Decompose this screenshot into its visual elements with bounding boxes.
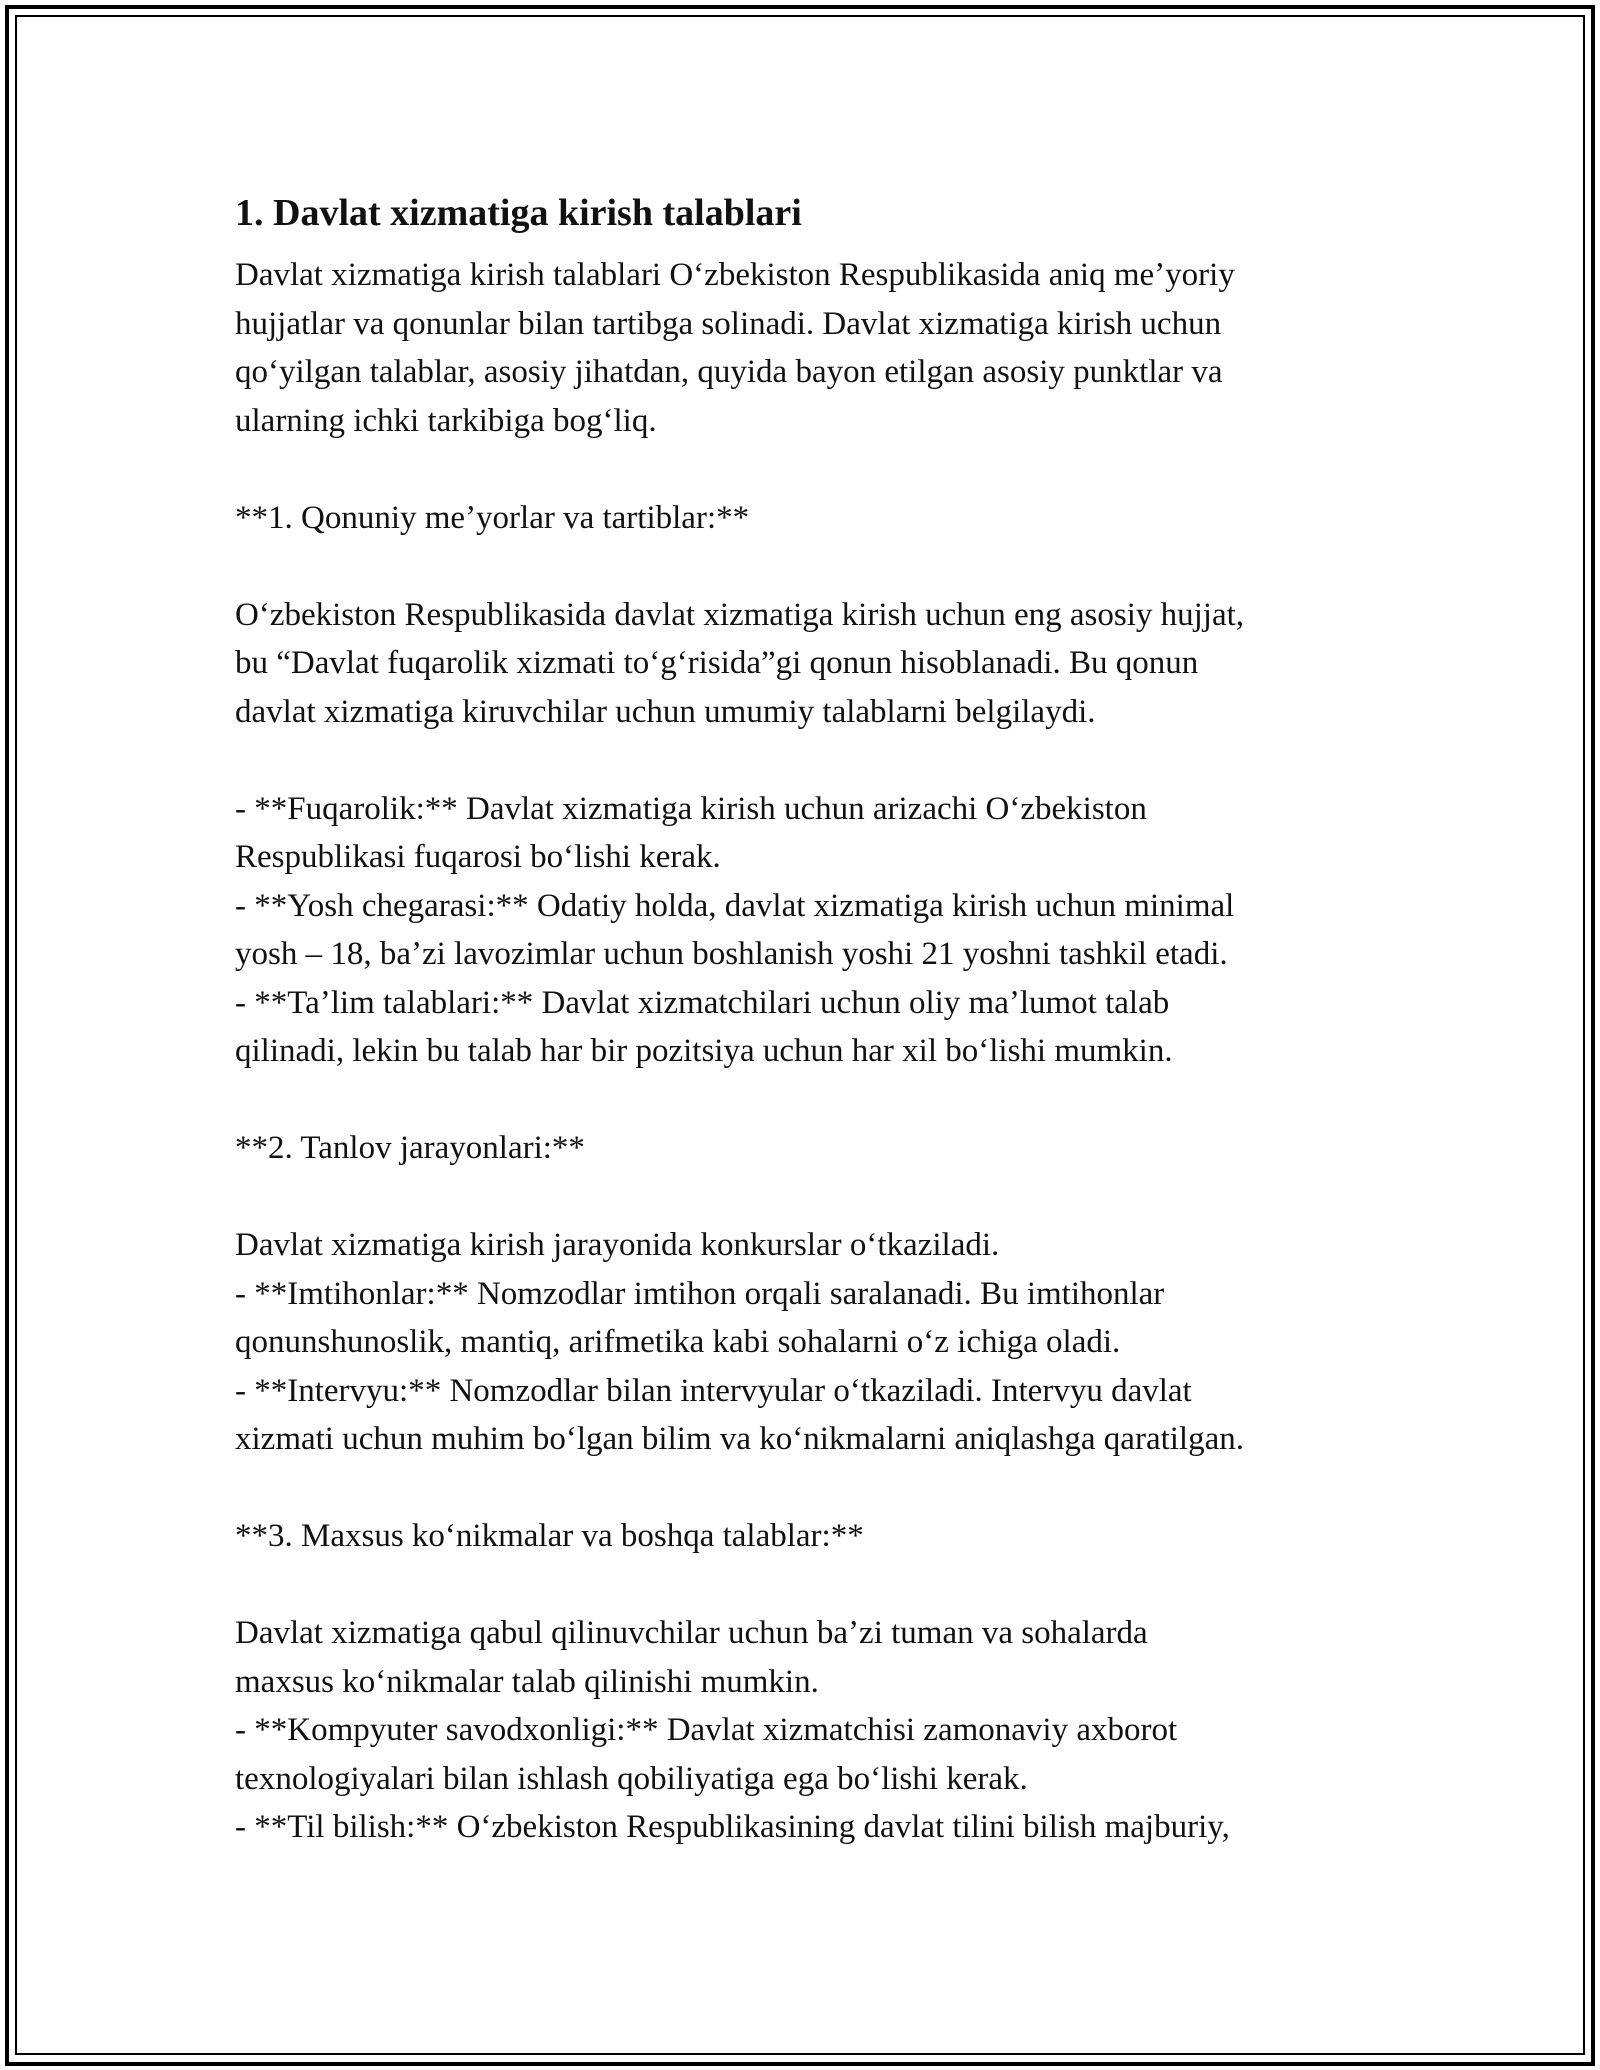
- special-skills-list: [235, 1609, 1375, 1852]
- list-item-line: Davlat xizmatiga qabul qilinuvchilar uchun baʼzi tuman va sohalarda: [235, 1615, 1148, 1651]
- list-item-line: - **Intervyu:** Nomzodlar bilan intervyular oʻtkaziladi. Intervyu davlat: [235, 1372, 1192, 1409]
- text-line: Davlat xizmatiga kirish talablari Oʻzbekiston Respublikasida aniq meʼyoriy: [235, 257, 1235, 293]
- list-item-line: - **Kompyuter savodxonligi:** Davlat xizmatchisi zamonaviy axborot: [235, 1712, 1178, 1748]
- text-line: **2. Tanlov jarayonlari:**: [235, 1130, 585, 1166]
- paragraph-gap: [235, 1464, 1375, 1513]
- list-item-line: - **Fuqarolik:** Davlat xizmatiga kirish uchun arizachi Oʻzbekiston: [235, 790, 1147, 827]
- paragraph-gap: [235, 542, 1375, 591]
- paragraph-gap: [235, 1561, 1375, 1610]
- list-item-line: Davlat xizmatiga kirish jarayonida konkurslar oʻtkaziladi.: [235, 1227, 1000, 1263]
- text-line: **3. Maxsus koʻnikmalar va boshqa talablar:**: [235, 1518, 864, 1554]
- text-line: Oʻzbekiston Respublikasida davlat xizmatiga kirish uchun eng asosiy hujjat,: [235, 596, 1245, 633]
- text-line: hujjatlar va qonunlar bilan tartibga solinadi. Davlat xizmatiga kirish uchun: [235, 305, 1222, 342]
- paragraph-gap: [235, 1173, 1375, 1222]
- list-item-line: maxsus koʻnikmalar talab qilinishi mumkin.: [235, 1663, 819, 1700]
- list-item-line: yosh – 18, baʼzi lavozimlar uchun boshlanish yoshi 21 yoshni tashkil etadi.: [235, 936, 1228, 972]
- text-line: davlat xizmatiga kiruvchilar uchun umumiy talablarni belgilaydi.: [235, 693, 1096, 730]
- subheading-legal-norms: [235, 494, 1375, 543]
- list-item-line: Respublikasi fuqarosi boʻlishi kerak.: [235, 839, 721, 875]
- list-item-line: - **Yosh chegarasi:** Odatiy holda, davlat xizmatiga kirish uchun minimal: [235, 887, 1235, 924]
- list-item-line: texnologiyalari bilan ishlash qobiliyatiga ega boʻlishi kerak.: [235, 1760, 1028, 1797]
- text-line: bu “Davlat fuqarolik xizmati toʻgʻrisida”gi qonun hisoblanadi. Bu qonun: [235, 645, 1199, 681]
- section-heading: 1. Davlat xizmatiga kirish talablari: [235, 192, 802, 234]
- paragraph-gap: [235, 736, 1375, 785]
- paragraph-gap: [235, 1076, 1375, 1125]
- list-item-line: qilinadi, lekin bu talab har bir pozitsiya uchun har xil boʻlishi mumkin.: [235, 1033, 1173, 1069]
- text-line: ularning ichki tarkibiga bogʻliq.: [235, 402, 657, 439]
- list-item-line: - **Taʼlim talablari:** Davlat xizmatchilari uchun oliy maʼlumot talab: [235, 984, 1170, 1021]
- paragraph-gap: [235, 445, 1375, 494]
- list-item-line: qonunshunoslik, mantiq, arifmetika kabi sohalarni oʻz ichiga oladi.: [235, 1324, 1121, 1360]
- list-item-line: - **Til bilish:** Oʻzbekiston Respublikasining davlat tilini bilish majburiy,: [235, 1809, 1230, 1845]
- subheading-selection: [235, 1124, 1375, 1173]
- intro-paragraph: [235, 251, 1375, 445]
- text-line: **1. Qonuniy meʼyorlar va tartiblar:**: [235, 499, 750, 536]
- legal-requirements-list: [235, 785, 1375, 1076]
- subheading-special-skills: [235, 1512, 1375, 1561]
- document-body: [235, 185, 1375, 1852]
- text-line: qoʻyilgan talablar, asosiy jihatdan, quyida bayon etilgan asosiy punktlar va: [235, 354, 1223, 390]
- selection-list: [235, 1221, 1375, 1464]
- list-item-line: xizmati uchun muhim boʻlgan bilim va koʻnikmalarni aniqlashga qaratilgan.: [235, 1421, 1244, 1457]
- legal-norms-paragraph: [235, 591, 1375, 737]
- list-item-line: - **Imtihonlar:** Nomzodlar imtihon orqali saralanadi. Bu imtihonlar: [235, 1275, 1165, 1312]
